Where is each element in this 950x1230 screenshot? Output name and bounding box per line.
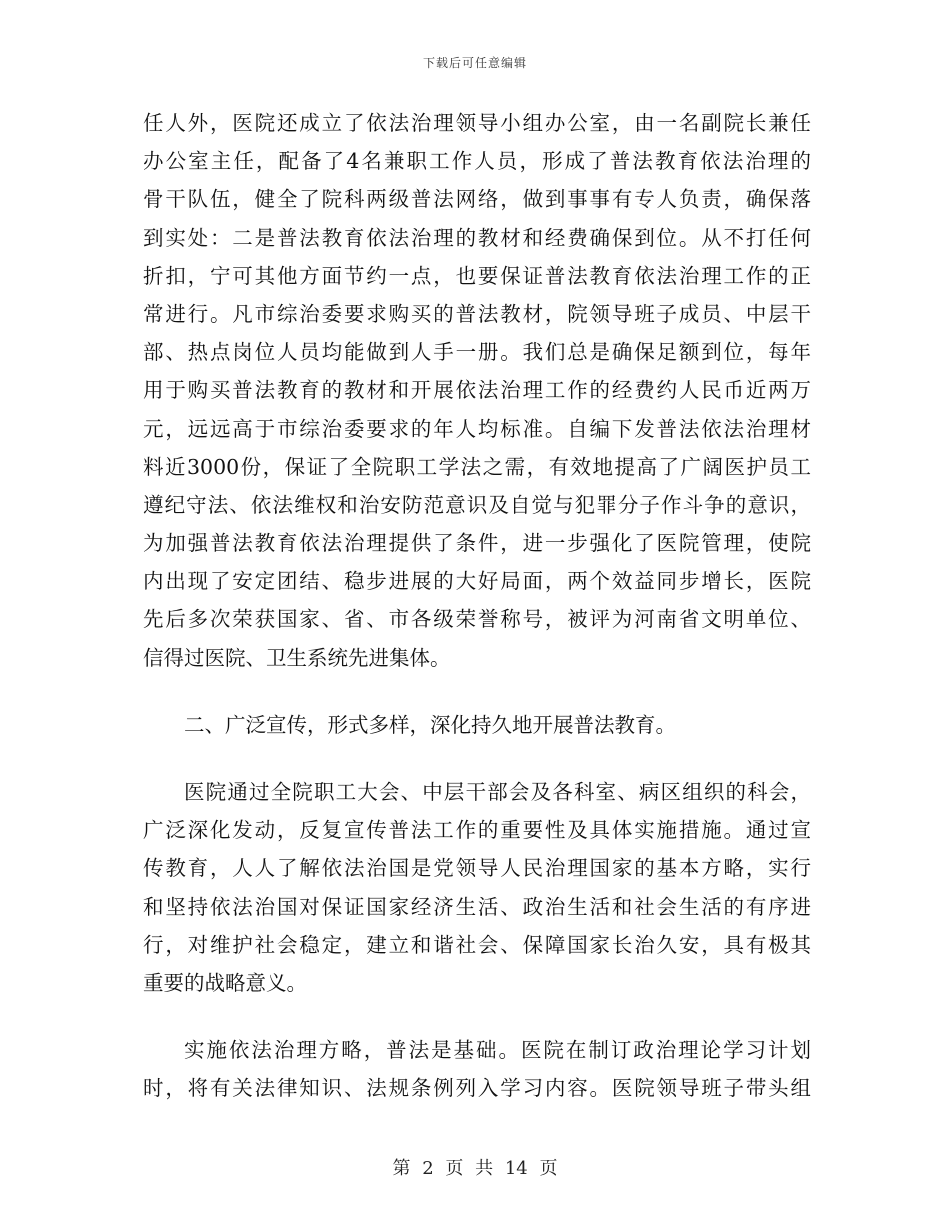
page-number-footer: 第 2 页 共 14 页 xyxy=(392,1158,558,1179)
paragraph-spacer xyxy=(143,1002,811,1031)
paragraph xyxy=(143,1031,811,1107)
text-line: 广泛深化发动，反复宣传普法工作的重要性及具体实施措施。通过宣 xyxy=(143,818,811,843)
text-line: 料近3000份，保证了全院职工学法之需，有效地提高了广阔医护员工 xyxy=(143,454,811,479)
text-line: 骨干队伍，健全了院科两级普法网络，做到事事有专人负责，确保落 xyxy=(143,187,811,212)
text-line: 重要的战略意义。 xyxy=(143,970,307,995)
text-line: 常进行。凡市综治委要求购买的普法教材，院领导班子成员、中层干 xyxy=(143,301,811,326)
text-line: 到实处：二是普法教育依法治理的教材和经费确保到位。从不打任何 xyxy=(143,225,811,250)
text-line: 医院通过全院职工大会、中层干部会及各科室、病区组织的科会， xyxy=(184,780,811,804)
paragraph xyxy=(143,773,811,1002)
document-body xyxy=(143,104,811,1108)
text-line: 为加强普法教育依法治理提供了条件，进一步强化了医院管理，使院 xyxy=(143,531,811,556)
section-heading xyxy=(143,706,811,744)
text-line: 时，将有关法律知识、法规条例列入学习内容。医院领导班子带头组 xyxy=(143,1076,811,1101)
text-line: 部、热点岗位人员均能做到人手一册。我们总是确保足额到位，每年 xyxy=(143,340,811,365)
text-line: 先后多次荣获国家、省、市各级荣誉称号，被评为河南省文明单位、 xyxy=(143,607,811,632)
text-line: 元，远远高于市综治委要求的年人均标准。自编下发普法依法治理材 xyxy=(143,416,811,441)
text-line: 遵纪守法、依法维权和治安防范意识及自觉与犯罪分子作斗争的意识， xyxy=(143,492,811,517)
text-line: 传教育，人人了解依法治国是党领导人民治理国家的基本方略，实行 xyxy=(143,856,811,881)
paragraph-spacer xyxy=(143,677,811,706)
text-line: 和坚持依法治国对保证国家经济生活、政治生活和社会生活的有序进 xyxy=(143,894,811,919)
text-line: 折扣，宁可其他方面节约一点，也要保证普法教育依法治理工作的正 xyxy=(143,263,811,288)
paragraph xyxy=(143,104,811,677)
text-line: 二、广泛宣传，形式多样，深化持久地开展普法教育。 xyxy=(184,712,676,737)
text-line: 办公室主任，配备了4名兼职工作人员，形成了普法教育依法治理的 xyxy=(143,149,811,174)
text-line: 行，对维护社会稳定，建立和谐社会、保障国家长治久安，具有极其 xyxy=(143,932,811,957)
page-header: 下载后可任意编辑 xyxy=(422,56,527,70)
text-line: 信得过医院、卫生系统先进集体。 xyxy=(143,645,451,670)
text-line: 任人外，医院还成立了依法治理领导小组办公室，由一名副院长兼任 xyxy=(143,111,811,135)
text-line: 实施依法治理方略，普法是基础。医院在制订政治理论学习计划 xyxy=(184,1038,811,1063)
text-line: 内出现了安定团结、稳步进展的大好局面，两个效益同步增长，医院 xyxy=(143,569,811,594)
text-line: 用于购买普法教育的教材和开展依法治理工作的经费约人民币近两万 xyxy=(143,378,811,403)
paragraph-spacer xyxy=(143,744,811,773)
